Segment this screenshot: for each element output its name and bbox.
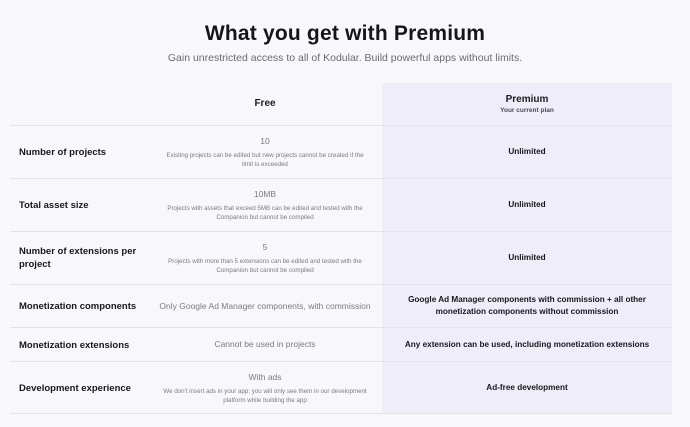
free-value-main: Cannot be used in projects — [214, 339, 316, 349]
free-value — [148, 242, 382, 275]
table-row-development-experience — [10, 361, 672, 414]
feature-label: Total asset size — [19, 200, 89, 211]
free-value-main: 5 — [262, 242, 268, 252]
premium-value: Google Ad Manager components with commission + all other monetization components without commission — [408, 295, 646, 316]
premium-plan-name: Premium — [505, 94, 549, 105]
free-value — [148, 301, 382, 312]
table-row-total-asset-size — [10, 178, 672, 232]
free-column-header: Free — [254, 98, 276, 109]
free-value-note: Projects with assets that exceed 5MB can be edited and tested with the Companion but cannot be compiled — [167, 205, 363, 221]
table-bottom-border — [10, 413, 672, 414]
premium-value: Ad-free development — [486, 383, 568, 392]
table-header — [10, 83, 672, 126]
feature-label: Number of projects — [19, 147, 107, 158]
free-value-main: With ads — [248, 372, 282, 382]
free-value — [148, 339, 382, 350]
feature-label: Development experience — [19, 383, 131, 394]
comparison-table — [10, 83, 672, 414]
feature-label: Number of extensions per project — [19, 246, 137, 270]
free-value — [148, 189, 382, 222]
feature-label: Monetization extensions — [19, 340, 130, 351]
table-row-number-of-extensions — [10, 231, 672, 285]
free-value-note: Projects with more than 5 extensions can be edited and tested with the Companion but cannot be compiled — [168, 258, 362, 274]
premium-value: Unlimited — [508, 147, 546, 156]
free-value-main: 10MB — [253, 189, 277, 199]
premium-value: Any extension can be used, including monetization extensions — [404, 340, 650, 349]
current-plan-badge: Your current plan — [500, 107, 554, 114]
free-value-main: 10 — [260, 136, 270, 146]
premium-column-header — [382, 94, 672, 114]
free-value-main: Only Google Ad Manager components, with commission — [159, 301, 371, 311]
premium-value: Unlimited — [508, 200, 546, 209]
table-row-number-of-projects — [10, 125, 672, 179]
free-value — [148, 372, 382, 405]
free-value-note: We don't insert ads in your app; you will only see them in our development platform while building the app — [163, 388, 367, 404]
premium-value: Unlimited — [508, 253, 546, 262]
page-subtitle: Gain unrestricted access to all of Kodular. Build powerful apps without limits. — [167, 52, 523, 64]
table-row-monetization-components — [10, 284, 672, 328]
table-row-monetization-extensions — [10, 327, 672, 362]
feature-label: Monetization components — [19, 301, 137, 312]
free-value — [148, 136, 382, 169]
free-value-note: Existing projects can be edited but new projects cannot be created if the limit is exceeded — [166, 152, 364, 168]
page-title: What you get with Premium — [204, 22, 486, 45]
